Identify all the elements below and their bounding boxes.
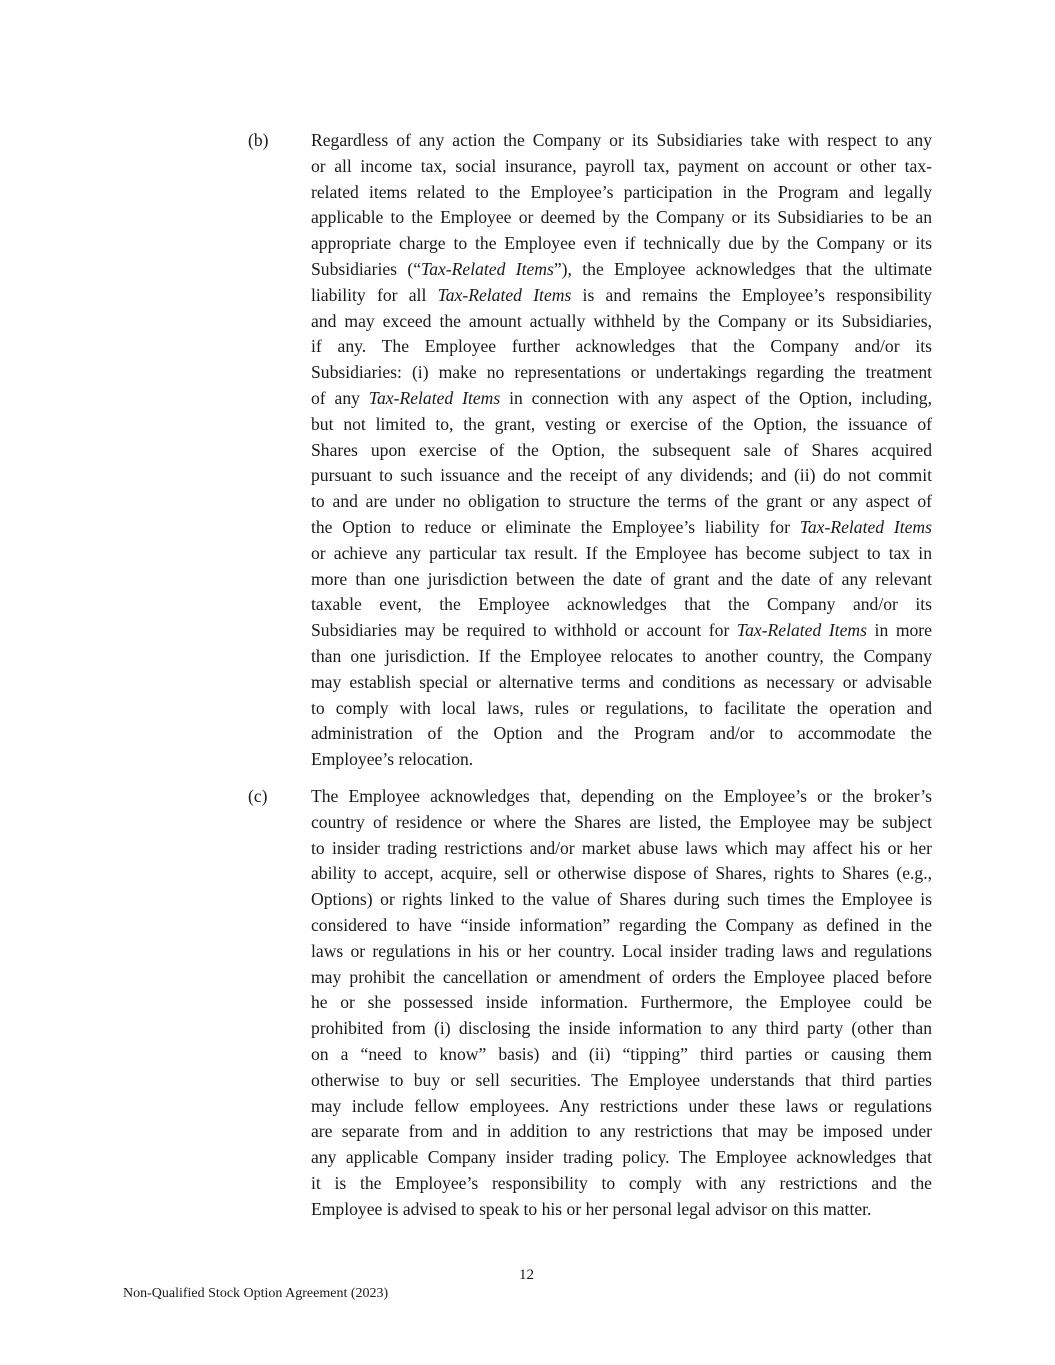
text-line: country of residence or where the Shares are listed, the Employee may be subject: [311, 811, 932, 832]
paragraph-label: (c): [248, 786, 268, 806]
text-line: Subsidiaries (“Tax-Related Items”), the Employee acknowledges that the ultimate: [311, 258, 932, 279]
text-line: than one jurisdiction. If the Employee relocates to another country, the Company: [311, 645, 932, 666]
footer-title: Non-Qualified Stock Option Agreement (2023): [123, 1286, 389, 1301]
text-line: may prohibit the cancellation or amendment of orders the Employee placed before: [311, 966, 932, 987]
text-line: Employee’s relocation.: [311, 749, 474, 770]
text-line: or all income tax, social insurance, payroll tax, payment on account or other tax-: [311, 155, 932, 176]
text-line: Employee is advised to speak to his or her personal legal advisor on this matter.: [311, 1198, 872, 1219]
text-line: and may exceed the amount actually withheld by the Company or its Subsidiaries,: [311, 310, 932, 331]
text-line: Regardless of any action the Company or its Subsidiaries take with respect to any: [311, 130, 932, 150]
page-number: 12: [519, 1267, 534, 1283]
text-line: more than one jurisdiction between the date of grant and the date of any relevant: [311, 568, 932, 589]
text-line: any applicable Company insider trading policy. The Employee acknowledges that: [311, 1147, 932, 1168]
paragraph-label: (b): [248, 130, 269, 150]
text-line: applicable to the Employee or deemed by the Company or its Subsidiaries to be an: [311, 207, 932, 228]
text-line: Subsidiaries may be required to withhold or account for Tax-Related Items in more: [311, 620, 932, 641]
text-line: the Option to reduce or eliminate the Employee’s liability for Tax-Related Items: [311, 516, 932, 537]
text-line: appropriate charge to the Employee even if technically due by the Company or its: [311, 233, 932, 254]
text-line: laws or regulations in his or her country. Local insider trading laws and regulations: [311, 940, 932, 961]
text-line: prohibited from (i) disclosing the inside information to any third party (other than: [311, 1018, 932, 1039]
text-line: ability to accept, acquire, sell or otherwise dispose of Shares, rights to Shares (e.g.,: [311, 863, 932, 884]
paragraph-body: [311, 784, 932, 1223]
text-line: to and are under no obligation to structure the terms of the grant or any aspect of: [311, 491, 932, 512]
text-line: are separate from and in addition to any restrictions that may be imposed under: [311, 1121, 932, 1142]
text-line: but not limited to, the grant, vesting or exercise of the Option, the issuance of: [311, 413, 932, 434]
paragraph-body: [311, 128, 932, 773]
text-line: on a “need to know” basis) and (ii) “tipping” third parties or causing them: [311, 1043, 932, 1064]
text-line: pursuant to such issuance and the receipt of any dividends; and (ii) do not commit: [311, 465, 932, 486]
text-line: The Employee acknowledges that, depending on the Employee’s or the broker’s: [311, 786, 932, 806]
text-line: he or she possessed inside information. Furthermore, the Employee could be: [311, 992, 932, 1013]
text-line: taxable event, the Employee acknowledges that the Company and/or its: [311, 594, 932, 615]
text-line: to insider trading restrictions and/or market abuse laws which may affect his or her: [311, 837, 932, 858]
text-line: may establish special or alternative terms and conditions as necessary or advisable: [311, 671, 932, 692]
text-line: Shares upon exercise of the Option, the subsequent sale of Shares acquired: [311, 439, 932, 460]
text-line: may include fellow employees. Any restrictions under these laws or regulations: [311, 1095, 932, 1116]
text-line: administration of the Option and the Program and/or to accommodate the: [311, 723, 932, 744]
text-line: it is the Employee’s responsibility to comply with any restrictions and the: [311, 1172, 932, 1193]
text-line: to comply with local laws, rules or regulations, to facilitate the operation and: [311, 697, 932, 718]
text-line: of any Tax-Related Items in connection with any aspect of the Option, including,: [311, 387, 932, 408]
text-line: or achieve any particular tax result. If the Employee has become subject to tax in: [311, 542, 932, 563]
text-line: Subsidiaries: (i) make no representations or undertakings regarding the treatment: [311, 362, 932, 383]
text-line: Options) or rights linked to the value of Shares during such times the Employee is: [311, 889, 932, 910]
text-line: related items related to the Employee’s participation in the Program and legally: [311, 181, 932, 202]
text-line: considered to have “inside information” regarding the Company as defined in the: [311, 914, 932, 935]
text-line: liability for all Tax-Related Items is and remains the Employee’s responsibility: [311, 284, 932, 305]
text-line: otherwise to buy or sell securities. The Employee understands that third parties: [311, 1069, 932, 1090]
text-line: if any. The Employee further acknowledges that the Company and/or its: [311, 336, 932, 357]
